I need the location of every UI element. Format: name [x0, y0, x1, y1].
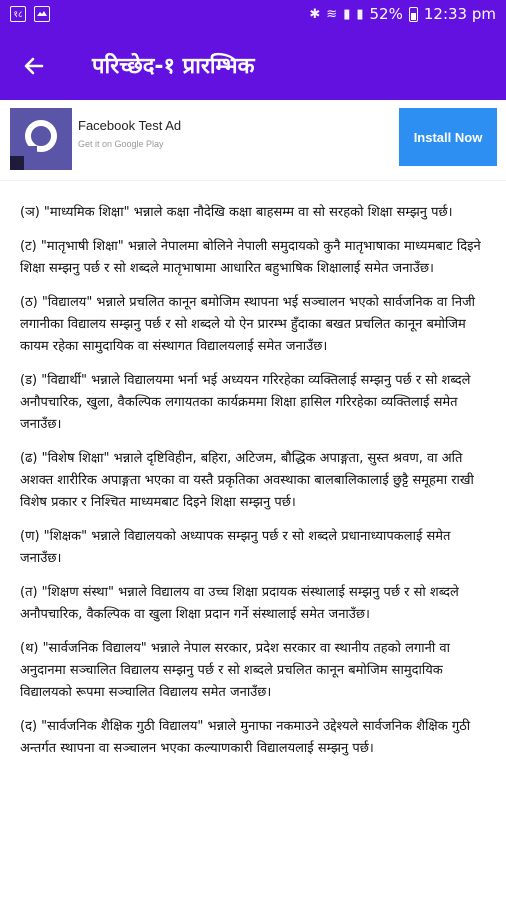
battery-percentage: 52% — [369, 5, 403, 23]
truncated-text-fragment — [20, 176, 490, 194]
definition-paragraph: (ण) "शिक्षक" भन्नाले विद्यालयको अध्यापक सम्झनु पर्छ र सो शब्दले प्रधानाध्यापकलाई समेत जनाउँछ। — [20, 529, 451, 566]
arrow-left-icon — [22, 54, 46, 78]
ad-banner[interactable] — [0, 100, 506, 181]
app-bar — [0, 32, 506, 100]
status-right — [309, 5, 496, 23]
definition-paragraph: (थ) "सार्वजनिक विद्यालय" भन्नाले नेपाल सरकार, प्रदेश सरकार वा स्थानीय तहको लगानी वा अनुदानमा सञ्चालित विद्यालय सम्झनु पर्छ र सो शब्दले प्रचलित कानून बमोजिम सामुदायिक विद्यालयको रूपमा सञ्चालित विद्यालय समेत जनाउँछ। — [20, 641, 450, 700]
back-button[interactable] — [14, 46, 54, 86]
status-left-icons — [10, 6, 50, 22]
definition-paragraph: (ड) "विद्यार्थी" भन्नाले विद्यालयमा भर्ना भई अध्ययन गरिरहेका व्यक्तिलाई सम्झनु पर्छ र सो शब्दले अनौपचारिक, खुला, वैकल्पिक लगायतका कार्यक्रममा शिक्षा हासिल गरिरहेका व्यक्तिलाई समेत जनाउँछ। — [20, 373, 471, 432]
clock: 12:33 pm — [423, 5, 496, 23]
definition-paragraph: (ठ) "विद्यालय" भन्नाले प्रचलित कानून बमोजिम स्थापना भई सञ्चालन भएको सार्वजनिक वा निजी लगानीका विद्यालय सम्झनु पर्छ र सो शब्दले यो ऐन प्रारम्भ हुँदाका बखत प्रचलित कानून बमोजिम कायम रहेका सामुदायिक वा संस्थागत विद्यालयलाई समेत जनाउँछ। — [20, 295, 476, 354]
page-title: परिच्छेद-१ प्रारम्भिक — [92, 54, 255, 79]
signal-icon: ▮ — [343, 6, 351, 22]
bluetooth-icon: ✱ — [309, 6, 321, 22]
definition-paragraph: (ट) "मातृभाषी शिक्षा" भन्नाले नेपालमा बोलिने नेपाली समुदायको कुनै मातृभाषाका माध्यमबाट दिइने शिक्षा सम्झनु पर्छ र सो शब्दले मातृभाषामा आधारित बहुभाषिक शिक्षालाई समेत जनाउँछ। — [20, 239, 481, 276]
definition-paragraph: (ञ) "माध्यमिक शिक्षा" भन्नाले कक्षा नौदेखि कक्षा बाहसम्म वा सो सरहको शिक्षा सम्झनु पर्छ। — [20, 205, 453, 220]
app-badge-icon: १८ — [10, 6, 26, 22]
signal-icon-2: ▮ — [356, 6, 364, 22]
definition-paragraph: (ढ) "विशेष शिक्षा" भन्नाले दृष्टिविहीन, बहिरा, अटिजम, बौद्धिक अपाङ्गता, सुस्त श्रवण, वा अति अशक्त शारीरिक अपाङ्गता भएका वा यस्तै प्रकृतिका अवस्थाका बालबालिकालाई छुट्टै समूहमा राखी विशेष प्रकार र निश्चित माध्यमबाट दिइने शिक्षा सम्झनु पर्छ। — [20, 451, 474, 510]
install-now-button[interactable]: Install Now — [399, 108, 497, 166]
ad-title: Facebook Test Ad — [78, 118, 182, 133]
status-bar — [0, 0, 506, 32]
battery-icon — [409, 7, 418, 22]
definition-paragraph: (द) "सार्वजनिक शैक्षिक गुठी विद्यालय" भन्नाले मुनाफा नकमाउने उद्देश्यले सार्वजनिक शैक्षिक गुठी अन्तर्गत स्थापना वा सञ्चालन भएका कल्याणकारी विद्यालयलाई सम्झनु पर्छ। — [20, 719, 471, 756]
definition-paragraph: (त) "शिक्षण संस्था" भन्नाले विद्यालय वा उच्च शिक्षा प्रदायक संस्थालाई सम्झनु पर्छ र सो शब्दले अनौपचारिक, वैकल्पिक वा खुला शिक्षा प्रदान गर्ने संस्थालाई समेत जनाउँछ। — [20, 585, 459, 622]
ad-subtitle: Get it on Google Play — [78, 139, 164, 149]
wifi-icon: ≋ — [326, 6, 338, 22]
content-area — [20, 176, 490, 772]
ad-logo-icon — [10, 108, 72, 170]
gallery-icon — [34, 6, 50, 22]
